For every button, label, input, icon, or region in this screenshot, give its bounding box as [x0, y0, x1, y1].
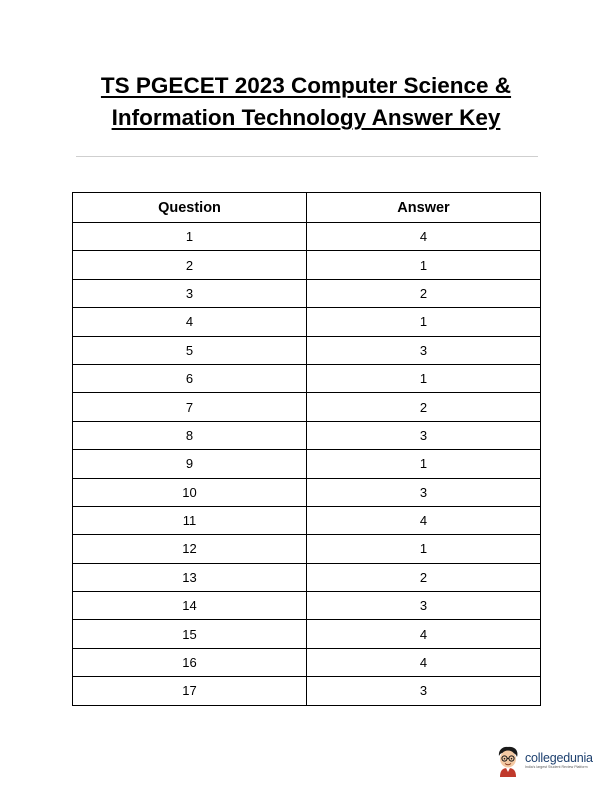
question-number-cell: 5	[73, 336, 307, 364]
question-number-cell: 4	[73, 308, 307, 336]
answer-cell: 2	[307, 563, 541, 591]
title-line-1: TS PGECET 2023 Computer Science &	[100, 73, 512, 98]
collegedunia-logo	[494, 744, 612, 778]
question-number-cell: 3	[73, 279, 307, 307]
table-row	[73, 308, 541, 336]
question-number-cell: 8	[73, 421, 307, 449]
answer-cell: 1	[307, 308, 541, 336]
table-row	[73, 450, 541, 478]
question-number-cell: 17	[73, 677, 307, 705]
question-number-cell: 12	[73, 535, 307, 563]
question-number-cell: 16	[73, 648, 307, 676]
table-row	[73, 223, 541, 251]
table-row	[73, 620, 541, 648]
question-number-cell: 11	[73, 506, 307, 534]
answer-cell: 4	[307, 620, 541, 648]
answer-cell: 3	[307, 421, 541, 449]
table-header-row	[73, 193, 541, 223]
brand-name: collegedunia	[525, 750, 593, 765]
question-number-cell: 6	[73, 364, 307, 392]
question-number-cell: 2	[73, 251, 307, 279]
answer-cell: 3	[307, 592, 541, 620]
question-number-cell: 1	[73, 223, 307, 251]
table-row	[73, 677, 541, 705]
table-row	[73, 506, 541, 534]
answer-cell: 4	[307, 223, 541, 251]
table-row	[73, 648, 541, 676]
answer-cell: 4	[307, 648, 541, 676]
header-divider	[76, 156, 538, 157]
table-row	[73, 336, 541, 364]
table-row	[73, 364, 541, 392]
table-row	[73, 563, 541, 591]
title-line-2: Information Technology Answer Key	[111, 105, 501, 130]
student-mascot-icon	[494, 745, 522, 777]
table-row	[73, 251, 541, 279]
question-number-cell: 10	[73, 478, 307, 506]
table-row	[73, 478, 541, 506]
answer-cell: 1	[307, 450, 541, 478]
question-number-cell: 7	[73, 393, 307, 421]
answer-cell: 2	[307, 279, 541, 307]
answer-cell: 3	[307, 336, 541, 364]
answer-cell: 1	[307, 251, 541, 279]
answer-cell: 2	[307, 393, 541, 421]
table-row	[73, 279, 541, 307]
answer-cell: 1	[307, 535, 541, 563]
answer-cell: 3	[307, 478, 541, 506]
table-row	[73, 535, 541, 563]
question-number-cell: 13	[73, 563, 307, 591]
column-header-question: Question	[73, 193, 307, 223]
table-row	[73, 592, 541, 620]
column-header-answer: Answer	[307, 193, 541, 223]
table-body	[73, 223, 541, 706]
table-row	[73, 421, 541, 449]
answer-cell: 1	[307, 364, 541, 392]
question-number-cell: 14	[73, 592, 307, 620]
answer-cell: 4	[307, 506, 541, 534]
brand-tagline: India's largest Student Review Platform	[525, 765, 588, 770]
page-title	[60, 70, 552, 134]
question-number-cell: 15	[73, 620, 307, 648]
answer-cell: 3	[307, 677, 541, 705]
question-number-cell: 9	[73, 450, 307, 478]
answer-key-table	[72, 192, 541, 706]
table-row	[73, 393, 541, 421]
